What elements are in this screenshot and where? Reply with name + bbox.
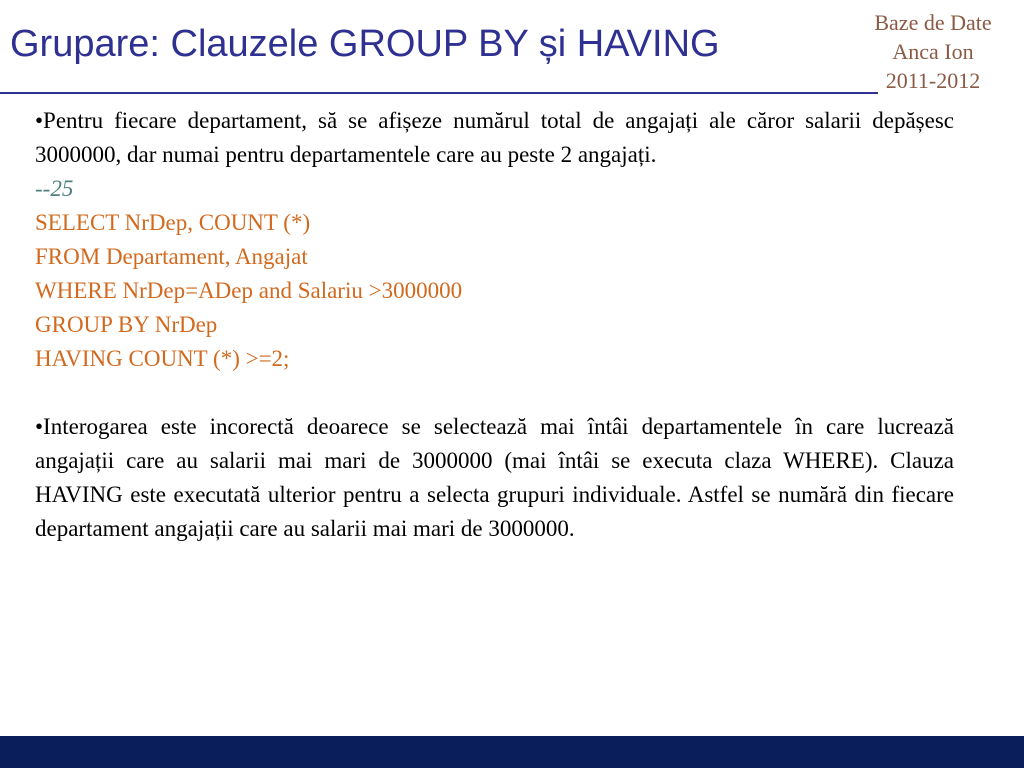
sql-where-line: WHERE NrDep=ADep and Salariu >3000000 [35,278,463,303]
footer-bar [0,736,1024,768]
academic-year: 2011-2012 [885,68,981,93]
query-comment: --25 [35,176,74,201]
paragraph-spacer [35,376,954,410]
author-name: Anca Ion [892,39,974,64]
sql-from-line: FROM Departament, Angajat [35,244,308,269]
question-paragraph: •Pentru fiecare departament, să se afișeze numărul total de angajați ale căror salarii depășesc 3000000, dar numai pentru departamentele care au peste 2 angajați. [35,108,954,167]
sql-select-line: SELECT NrDep, COUNT (*) [35,210,311,235]
course-label [848,8,1018,95]
course-name: Baze de Date [874,10,992,35]
slide-body [35,104,954,546]
title-underline [0,92,878,94]
sql-having-line: HAVING COUNT (*) >=2; [35,346,290,371]
sql-group-by-line: GROUP BY NrDep [35,312,218,337]
slide-title: Grupare: Clauzele GROUP BY și HAVING [10,23,720,65]
explanation-paragraph: •Interogarea este incorectă deoarece se selectează mai întâi departamentele în care lucrează angajații care au salarii mai mari de 3000000 (mai întâi se executa claza WHERE). Clauza HAVING este executată ulterior pentru a selecta grupuri individuale. Astfel se numără din fiecare departament angajații care au salarii mai mari de 3000000. [35,414,954,541]
